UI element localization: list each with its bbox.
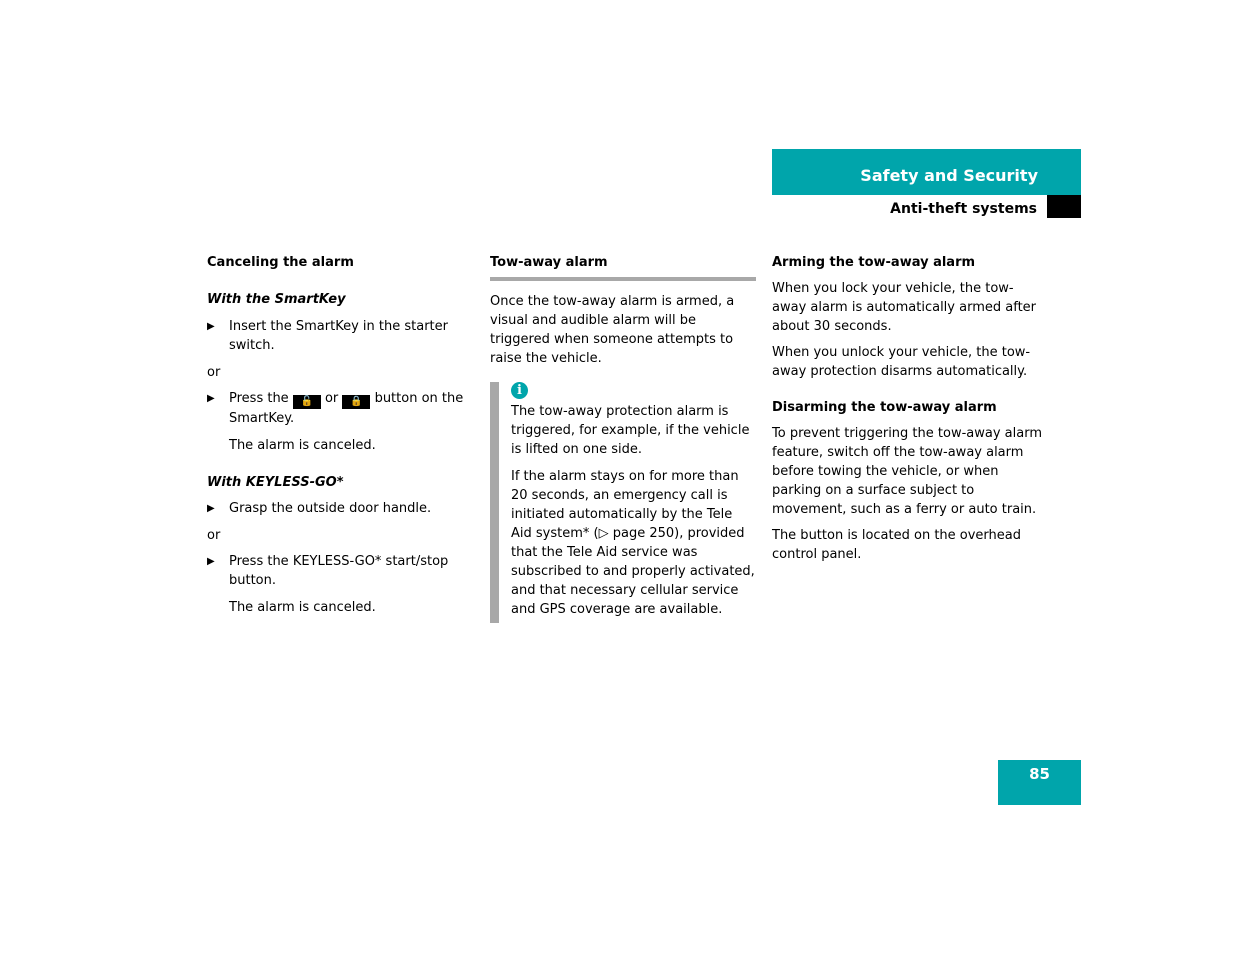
tow-away-alarm-heading: Tow-away alarm [490,253,756,281]
right-column [772,253,1044,564]
disarming-paragraph-1: To prevent triggering the tow-away alarm feature, switch off the tow-away alarm before towing the vehicle, or when parking on a surface subject to movement, such as a ferry or auto train. [772,426,1042,517]
unlock-button-icon: 🔓 [293,395,321,409]
or-separator: or [207,528,221,543]
info-note [490,382,756,619]
result-text: The alarm is canceled. [229,600,376,615]
step-text: Press the [229,391,289,406]
info-note-bar [490,382,499,623]
arming-heading: Arming the tow-away alarm [772,255,976,270]
page-number-box [998,760,1081,805]
subsection-title: Anti-theft systems [890,201,1037,217]
section-header [772,149,1081,195]
arming-paragraph-2: When you unlock your vehicle, the tow-away protection disarms automatically. [772,345,1031,379]
bullet-arrow-icon: ▶ [207,393,215,404]
step-text: Press the KEYLESS-GO* start/stop button. [229,554,449,588]
disarming-paragraph-2: The button is located on the overhead control panel. [772,528,1022,562]
step-text: Grasp the outside door handle. [229,501,432,516]
step-text: button on the SmartKey. [229,391,464,426]
arming-paragraph-1: When you lock your vehicle, the tow-away alarm is automatically armed after about 30 seconds. [772,281,1037,334]
section-title: Safety and Security [860,166,1038,185]
lock-button-icon: 🔒 [342,395,370,409]
page-number: 85 [1029,765,1050,783]
or-separator: or [207,365,221,380]
bullet-arrow-icon: ▶ [207,503,215,514]
result-text: The alarm is canceled. [229,438,376,453]
info-paragraph-2: If the alarm stays on for more than 20 seconds, an emergency call is initiated automatically by the Tele Aid system* (▷ page 250), provided that the Tele Aid service was subscribed to and properly activated, and that necessary cellular service and GPS coverage are available. [511,469,755,617]
info-paragraph-1: The tow-away protection alarm is triggered, for example, if the vehicle is lifted on one side. [511,404,750,457]
step-text: Insert the SmartKey in the starter switch. [229,319,448,353]
info-icon: i [511,382,528,399]
canceling-alarm-heading: Canceling the alarm [207,255,354,270]
smartkey-subheading: With the SmartKey [207,292,346,307]
step-insert-smartkey [207,317,472,355]
bullet-arrow-icon: ▶ [207,321,215,332]
bullet-arrow-icon: ▶ [207,556,215,567]
middle-column [490,253,756,619]
step-grasp-handle [207,499,472,518]
tow-away-intro: Once the tow-away alarm is armed, a visual and audible alarm will be triggered when someone attempts to raise the vehicle. [490,294,735,366]
step-press-button [207,389,472,428]
left-column [207,253,472,617]
keyless-go-subheading: With KEYLESS-GO* [207,475,344,490]
subsection-tab-marker [1047,195,1081,218]
step-text: or [324,391,339,406]
step-press-keyless-go [207,552,472,590]
disarming-heading: Disarming the tow-away alarm [772,400,997,415]
